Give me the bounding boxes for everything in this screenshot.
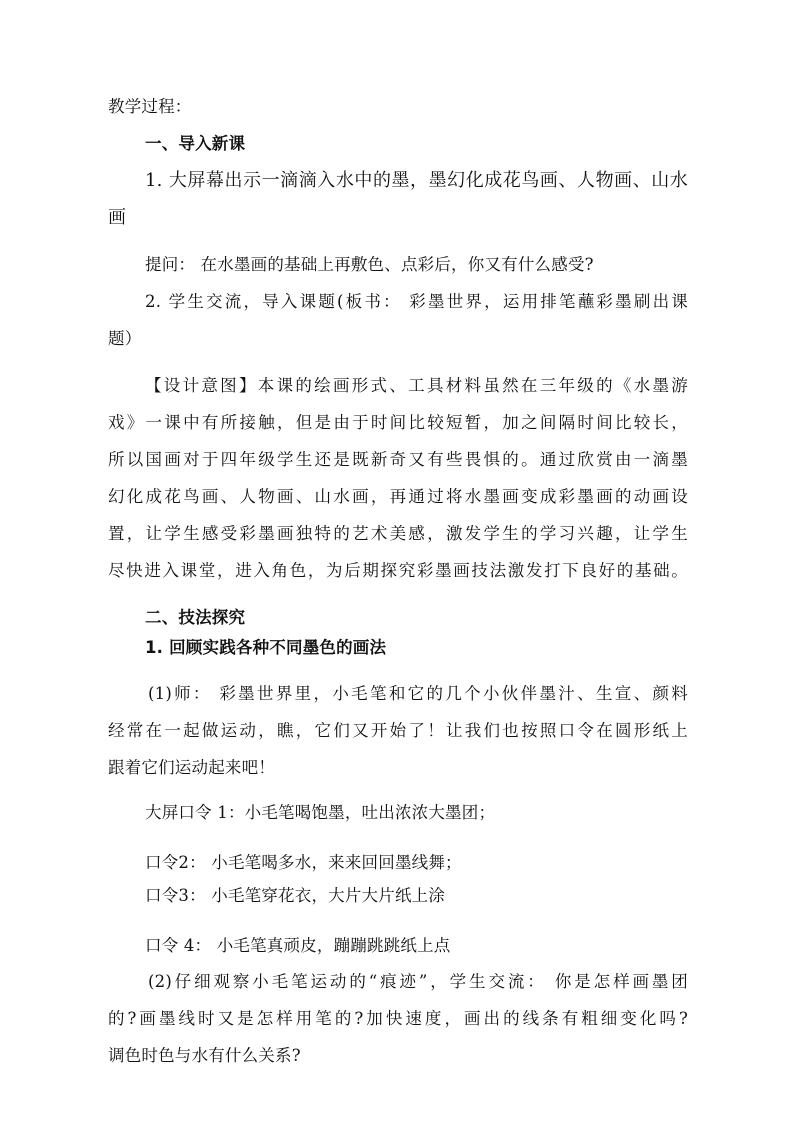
design-intent-line: 幻化成花鸟画、人物画、山水画，再通过将水墨画变成彩墨画的动画设 <box>108 487 688 506</box>
design-intent-line: 所以国画对于四年级学生还是既新奇又有些畏惧的。通过欣赏由一滴墨 <box>108 450 688 469</box>
command-line: 口令 4： 小毛笔真顽皮，蹦蹦跳跳纸上点 <box>145 936 451 955</box>
paragraph-line: 跟着它们运动起来吧！ <box>108 758 275 777</box>
section-2-title: 二、技法探究 <box>145 608 246 627</box>
paragraph-line: 2. 学生交流，导入课题(板书： 彩墨世界，运用排笔蘸彩墨刷出课 <box>145 292 688 311</box>
question-line: 提问： 在水墨画的基础上再敷色、点彩后，你又有什么感受? <box>145 255 594 274</box>
subsection-title: 1. 回顾实践各种不同墨色的画法 <box>145 638 387 657</box>
paragraph-line: 的?画墨线时又是怎样用笔的?加快速度，画出的线条有粗细变化吗? <box>108 1009 688 1028</box>
paragraph-line: 题） <box>108 329 142 348</box>
paragraph-line: 经常在一起做运动，瞧，它们又开始了！让我们也按照口令在圆形纸上 <box>108 721 688 740</box>
command-line: 口令2： 小毛笔喝多水，来来回回墨线舞； <box>145 853 462 872</box>
paragraph-line: (1)师： 彩墨世界里，小毛笔和它的几个小伙伴墨汁、生宣、颜料 <box>148 684 688 703</box>
section-heading: 教学过程： <box>108 97 192 116</box>
design-intent-line: 尽快进入课堂，进入角色，为后期探究彩墨画技法激发打下良好的基础。 <box>108 561 688 580</box>
design-intent-line: 置，让学生感受彩墨画独特的艺术美感，激发学生的学习兴趣，让学生 <box>108 524 688 543</box>
paragraph-line: (2)仔细观察小毛笔运动的“痕迹”，学生交流： 你是怎样画墨团 <box>148 972 688 991</box>
design-intent-line: 【设计意图】本课的绘画形式、工具材料虽然在三年级的《水墨游 <box>145 376 688 395</box>
paragraph-line: 调色时色与水有什么关系? <box>108 1046 301 1065</box>
command-line: 口令3： 小毛笔穿花衣，大片大片纸上涂 <box>145 886 446 905</box>
command-line: 大屏口令 1：小毛笔喝饱墨，吐出浓浓大墨团； <box>145 803 496 822</box>
design-intent-line: 戏》一课中有所接触，但是由于时间比较短暂，加之间隔时间比较长， <box>108 413 688 432</box>
paragraph-line: 画 <box>108 207 127 228</box>
section-1-title: 一、导入新课 <box>145 134 246 153</box>
paragraph-line: 1. 大屏幕出示一滴滴入水中的墨，墨幻化成花鸟画、人物画、山水 <box>145 170 688 191</box>
